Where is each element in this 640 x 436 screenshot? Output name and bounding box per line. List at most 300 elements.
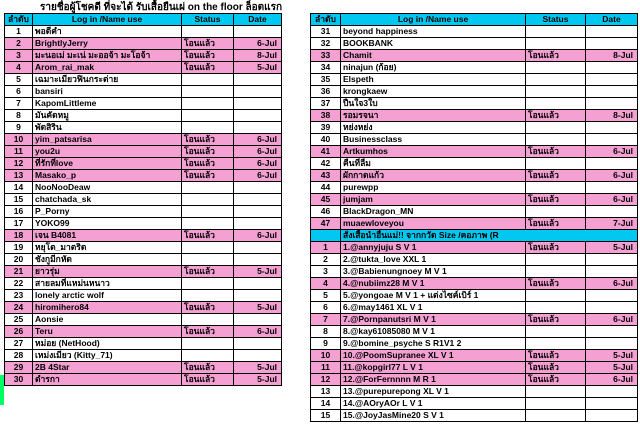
row-date <box>234 350 282 362</box>
row-login-name: 15.@JoyJasMine20 S V 1 <box>341 410 526 422</box>
row-status <box>526 338 586 350</box>
row-number: 16 <box>5 206 33 218</box>
row-status <box>182 206 234 218</box>
row-login-name: พอดีคำ <box>33 26 182 38</box>
row-status <box>526 86 586 98</box>
row-date: 6-Jul <box>586 170 638 182</box>
row-login-name: 13.@purepurepong XL V 1 <box>341 386 526 398</box>
row-date: 6-Jul <box>234 170 282 182</box>
row-date: 6-Jul <box>234 326 282 338</box>
row-login-name: 10.@PoomSupranee XL V 1 <box>341 350 526 362</box>
row-status: โอนแล้ว <box>526 278 586 290</box>
row-login-name: beyond happiness <box>341 26 526 38</box>
table-row <box>5 278 282 290</box>
row-number: 22 <box>5 278 33 290</box>
row-login-name: purewpp <box>341 182 526 194</box>
row-login-name: ninajun (ก้อย) <box>341 62 526 74</box>
table-row <box>311 26 638 38</box>
row-status: โอนแล้ว <box>526 242 586 254</box>
row-number: 3 <box>5 50 33 62</box>
right-table <box>310 13 638 422</box>
row-number: 8 <box>5 110 33 122</box>
row-number: 6 <box>311 302 341 314</box>
row-login-name: 1.@annyjuju S V 1 <box>341 242 526 254</box>
table-row <box>311 134 638 146</box>
row-date <box>586 134 638 146</box>
table-row <box>5 110 282 122</box>
row-login-name: หย่งหย่ง <box>341 122 526 134</box>
row-status: โอนแล้ว <box>182 266 234 278</box>
row-status: โอนแล้ว <box>526 110 586 122</box>
table-row <box>5 206 282 218</box>
row-date <box>586 290 638 302</box>
row-login-name: KapomLittleme <box>33 98 182 110</box>
row-number: 11 <box>5 146 33 158</box>
table-row <box>311 350 638 362</box>
row-date <box>586 62 638 74</box>
row-login-name: หยุโต_มาตริด <box>33 242 182 254</box>
table-row <box>311 182 638 194</box>
row-number: 20 <box>5 254 33 266</box>
row-status <box>526 254 586 266</box>
row-login-name: krongkaew <box>341 86 526 98</box>
row-date <box>586 206 638 218</box>
row-date <box>234 290 282 302</box>
row-date: 5-Jul <box>586 350 638 362</box>
row-status: โอนแล้ว <box>182 146 234 158</box>
header-status: Status <box>526 14 586 26</box>
row-number: 14 <box>311 398 341 410</box>
header-date: Date <box>234 14 282 26</box>
row-number: 43 <box>311 170 341 182</box>
header-num: ลำดับ <box>5 14 33 26</box>
row-date <box>586 86 638 98</box>
row-number: 7 <box>5 98 33 110</box>
row-date <box>234 110 282 122</box>
row-login-name: 2B 4Star <box>33 362 182 374</box>
row-date: 5-Jul <box>234 362 282 374</box>
row-number: 35 <box>311 74 341 86</box>
row-number: 46 <box>311 206 341 218</box>
row-number: 2 <box>5 38 33 50</box>
row-number: 3 <box>311 266 341 278</box>
table-row <box>311 62 638 74</box>
table-row <box>5 74 282 86</box>
row-login-name: 6.@may1461 XL V 1 <box>341 302 526 314</box>
row-status <box>182 242 234 254</box>
row-number: 42 <box>311 158 341 170</box>
row-date <box>234 314 282 326</box>
row-login-name: jumjam <box>341 194 526 206</box>
row-date <box>586 26 638 38</box>
table-row <box>311 50 638 62</box>
row-date: 6-Jul <box>234 230 282 242</box>
row-login-name: หม่อย (NetHood) <box>33 338 182 350</box>
row-login-name: Artkumhos <box>341 146 526 158</box>
row-login-name: สายลมที่แหม่นหนาว <box>33 278 182 290</box>
row-number: 29 <box>5 362 33 374</box>
row-date: 8-Jul <box>586 50 638 62</box>
row-status: โอนแล้ว <box>526 314 586 326</box>
row-status: โอนแล้ว <box>182 302 234 314</box>
row-status <box>182 122 234 134</box>
table-row <box>5 182 282 194</box>
row-login-name: BlackDragon_MN <box>341 206 526 218</box>
row-number: 32 <box>311 38 341 50</box>
table-row <box>311 86 638 98</box>
table-row <box>311 98 638 110</box>
table-row <box>5 362 282 374</box>
table-row <box>5 218 282 230</box>
row-login-name: P_Porny <box>33 206 182 218</box>
row-number: 28 <box>5 350 33 362</box>
table-row <box>5 350 282 362</box>
row-number: 38 <box>311 110 341 122</box>
table-row <box>311 122 638 134</box>
row-date <box>586 410 638 422</box>
row-date <box>234 86 282 98</box>
row-status: โอนแล้ว <box>182 62 234 74</box>
table-row <box>5 242 282 254</box>
row-date: 8-Jul <box>234 50 282 62</box>
row-login-name: you2u <box>33 146 182 158</box>
green-marker <box>0 375 4 405</box>
row-number: 2 <box>311 254 341 266</box>
row-number: 4 <box>311 278 341 290</box>
row-status <box>526 326 586 338</box>
row-status <box>526 386 586 398</box>
row-number: 23 <box>5 290 33 302</box>
row-login-name: ที่รักที่love <box>33 158 182 170</box>
row-date: 5-Jul <box>234 374 282 386</box>
row-login-name: hiromihero84 <box>33 302 182 314</box>
table-row <box>311 410 638 422</box>
row-status: โอนแล้ว <box>182 134 234 146</box>
row-login-name: ชังกูมีกหัด <box>33 254 182 266</box>
row-login-name: muaewloveyou <box>341 218 526 230</box>
row-login-name: 12.@ForFernnnn M R 1 <box>341 374 526 386</box>
row-date: 6-Jul <box>586 146 638 158</box>
row-number: 9 <box>311 338 341 350</box>
row-number: 30 <box>5 374 33 386</box>
row-number: 5 <box>311 290 341 302</box>
row-date <box>234 218 282 230</box>
row-login-name: ผักกาดแก้ว <box>341 170 526 182</box>
table-row <box>5 158 282 170</box>
row-number: 17 <box>5 218 33 230</box>
table-row <box>311 374 638 386</box>
table-row <box>5 50 282 62</box>
table-row <box>5 266 282 278</box>
row-status <box>526 266 586 278</box>
row-number: 8 <box>311 326 341 338</box>
row-login-name: เฉมาะเมียวฟินกระต่าย <box>33 74 182 86</box>
row-date <box>234 194 282 206</box>
header-status: Status <box>182 14 234 26</box>
row-date <box>586 302 638 314</box>
row-number: 15 <box>5 194 33 206</box>
table-row <box>5 290 282 302</box>
table-row <box>5 374 282 386</box>
row-number: 10 <box>311 350 341 362</box>
row-date <box>234 206 282 218</box>
table-row <box>311 206 638 218</box>
table-row <box>5 62 282 74</box>
table-row <box>5 302 282 314</box>
row-status <box>182 98 234 110</box>
table-row <box>311 38 638 50</box>
row-date: 5-Jul <box>586 242 638 254</box>
row-date <box>586 74 638 86</box>
row-status: โอนแล้ว <box>526 146 586 158</box>
row-login-name: Businessclass <box>341 134 526 146</box>
table-row <box>311 266 638 278</box>
table-row <box>311 110 638 122</box>
row-number: 10 <box>5 134 33 146</box>
row-number: 34 <box>311 62 341 74</box>
row-status <box>526 134 586 146</box>
row-date <box>586 254 638 266</box>
row-status <box>182 254 234 266</box>
row-login-name: Masako_p <box>33 170 182 182</box>
row-number: 5 <box>5 74 33 86</box>
table-header-row <box>311 14 638 26</box>
row-number: 27 <box>5 338 33 350</box>
row-date <box>234 254 282 266</box>
row-number: 15 <box>311 410 341 422</box>
row-number: 47 <box>311 218 341 230</box>
row-login-name: เจน B4081 <box>33 230 182 242</box>
row-login-name: chatchada_sk <box>33 194 182 206</box>
row-number: 24 <box>5 302 33 314</box>
row-status: โอนแล้ว <box>526 374 586 386</box>
row-login-name: พัดสิริน <box>33 122 182 134</box>
row-status <box>526 398 586 410</box>
table-row <box>311 386 638 398</box>
row-date: 6-Jul <box>586 374 638 386</box>
row-login-name: คืนที่ลืม <box>341 158 526 170</box>
row-number: 13 <box>5 170 33 182</box>
row-status <box>526 62 586 74</box>
table-header-row <box>5 14 282 26</box>
page-title: รายชื่อผู้โชคดี ที่จะได้ รับเสื้อยืนเผ่ on the floor ล็อตแรก <box>40 2 283 13</box>
row-login-name: มะนอเม่ มะเน่ มะออจ้า มะโอจ้า <box>33 50 182 62</box>
row-status <box>182 350 234 362</box>
row-login-name: yim_patsarisa <box>33 134 182 146</box>
row-number: 45 <box>311 194 341 206</box>
row-date <box>586 326 638 338</box>
row-status <box>526 206 586 218</box>
row-login-name: 11.@kopgirl77 L V 1 <box>341 362 526 374</box>
row-status: โอนแล้ว <box>526 170 586 182</box>
row-date: 5-Jul <box>234 266 282 278</box>
row-status <box>182 26 234 38</box>
table-row <box>311 158 638 170</box>
row-number: 12 <box>311 374 341 386</box>
row-date <box>586 182 638 194</box>
row-number: 37 <box>311 98 341 110</box>
row-date <box>234 26 282 38</box>
row-number: 13 <box>311 386 341 398</box>
row-status: โอนแล้ว <box>526 350 586 362</box>
table-row <box>5 134 282 146</box>
row-login-name: ยาวรุ่ม <box>33 266 182 278</box>
table-row <box>311 242 638 254</box>
table-row <box>5 338 282 350</box>
row-status: โอนแล้ว <box>526 50 586 62</box>
header-num: ลำดับ <box>311 14 341 26</box>
row-date: 6-Jul <box>586 278 638 290</box>
row-number: 39 <box>311 122 341 134</box>
row-number: 1 <box>5 26 33 38</box>
row-status <box>182 110 234 122</box>
row-date <box>586 38 638 50</box>
row-date: 6-Jul <box>234 158 282 170</box>
row-login-name: Teru <box>33 326 182 338</box>
table-row <box>5 326 282 338</box>
row-status <box>182 194 234 206</box>
row-date: 5-Jul <box>586 362 638 374</box>
row-login-name: เหม่งเมียว (Kitty_71) <box>33 350 182 362</box>
row-status <box>526 98 586 110</box>
row-date <box>234 182 282 194</box>
row-login-name: 3.@Babienungnoey M V 1 <box>341 266 526 278</box>
row-date: 6-Jul <box>234 38 282 50</box>
table-row <box>5 170 282 182</box>
row-number: 6 <box>5 86 33 98</box>
row-number: 14 <box>5 182 33 194</box>
row-date: 6-Jul <box>586 314 638 326</box>
table-row <box>311 194 638 206</box>
section-title: สั่งเสื้อนำอื่นแม่!! จากกวัด Size /คอภาพ (R <box>341 230 638 242</box>
section-blank-cell <box>311 230 341 242</box>
row-login-name: รอมรจนา <box>341 110 526 122</box>
row-status: โอนแล้ว <box>182 170 234 182</box>
row-number: 44 <box>311 182 341 194</box>
row-date: 5-Jul <box>234 302 282 314</box>
row-login-name: Aonsie <box>33 314 182 326</box>
row-date <box>234 242 282 254</box>
row-status: โอนแล้ว <box>182 38 234 50</box>
header-login: Log in /Name use <box>341 14 526 26</box>
table-row <box>311 362 638 374</box>
table-row <box>5 146 282 158</box>
row-date <box>586 398 638 410</box>
row-status <box>182 218 234 230</box>
row-login-name: lonely arctic wolf <box>33 290 182 302</box>
row-number: 41 <box>311 146 341 158</box>
row-status: โอนแล้ว <box>526 218 586 230</box>
row-status: โอนแล้ว <box>182 374 234 386</box>
row-status <box>526 302 586 314</box>
table-row <box>311 218 638 230</box>
row-status <box>526 74 586 86</box>
header-login: Log in /Name use <box>33 14 182 26</box>
row-number: 12 <box>5 158 33 170</box>
row-date <box>586 338 638 350</box>
row-number: 33 <box>311 50 341 62</box>
row-login-name: 4.@nubiimz28 M V 1 <box>341 278 526 290</box>
row-login-name: 14.@AOryAOr L V 1 <box>341 398 526 410</box>
table-row <box>5 38 282 50</box>
row-login-name: NooNooDeaw <box>33 182 182 194</box>
table-row <box>311 302 638 314</box>
row-login-name: มันคัดหมู <box>33 110 182 122</box>
row-login-name: 2.@tukta_love XXL 1 <box>341 254 526 266</box>
row-login-name: 9.@bomine_psyche S R1V1 2 <box>341 338 526 350</box>
row-date <box>586 158 638 170</box>
row-login-name: ตำรกา <box>33 374 182 386</box>
row-date <box>586 122 638 134</box>
table-row <box>311 278 638 290</box>
table-row <box>5 86 282 98</box>
row-status: โอนแล้ว <box>182 158 234 170</box>
table-row <box>5 98 282 110</box>
row-login-name: bansiri <box>33 86 182 98</box>
row-login-name: 8.@kay61085080 M V 1 <box>341 326 526 338</box>
row-number: 18 <box>5 230 33 242</box>
row-date: 6-Jul <box>586 194 638 206</box>
row-status <box>526 410 586 422</box>
row-login-name: Chamit <box>341 50 526 62</box>
table-row <box>311 290 638 302</box>
row-status <box>526 182 586 194</box>
row-login-name: 7.@Pornpanutsri M V 1 <box>341 314 526 326</box>
row-status <box>526 158 586 170</box>
table-row <box>5 26 282 38</box>
row-date <box>234 74 282 86</box>
section-header-row <box>311 230 638 242</box>
row-number: 1 <box>311 242 341 254</box>
row-login-name: ปืนใจ3ใบ <box>341 98 526 110</box>
row-date <box>234 122 282 134</box>
row-login-name: Elspeth <box>341 74 526 86</box>
row-status: โอนแล้ว <box>182 326 234 338</box>
row-status <box>526 26 586 38</box>
row-status <box>526 290 586 302</box>
row-number: 19 <box>5 242 33 254</box>
row-date <box>234 338 282 350</box>
row-login-name: BOOKBANK <box>341 38 526 50</box>
table-row <box>311 338 638 350</box>
row-status <box>526 122 586 134</box>
row-status <box>182 86 234 98</box>
table-row <box>311 326 638 338</box>
row-status <box>182 338 234 350</box>
row-number: 7 <box>311 314 341 326</box>
row-status <box>182 182 234 194</box>
row-number: 9 <box>5 122 33 134</box>
table-row <box>311 314 638 326</box>
table-row <box>5 230 282 242</box>
row-number: 11 <box>311 362 341 374</box>
row-date <box>586 98 638 110</box>
row-date <box>586 386 638 398</box>
row-number: 21 <box>5 266 33 278</box>
row-status <box>182 290 234 302</box>
row-number: 26 <box>5 326 33 338</box>
row-date: 8-Jul <box>586 110 638 122</box>
row-status <box>526 38 586 50</box>
table-row <box>311 146 638 158</box>
row-number: 31 <box>311 26 341 38</box>
table-row <box>5 194 282 206</box>
row-login-name: Arom_rai_mak <box>33 62 182 74</box>
row-date <box>586 266 638 278</box>
table-row <box>311 170 638 182</box>
table-row <box>311 254 638 266</box>
row-status <box>182 314 234 326</box>
